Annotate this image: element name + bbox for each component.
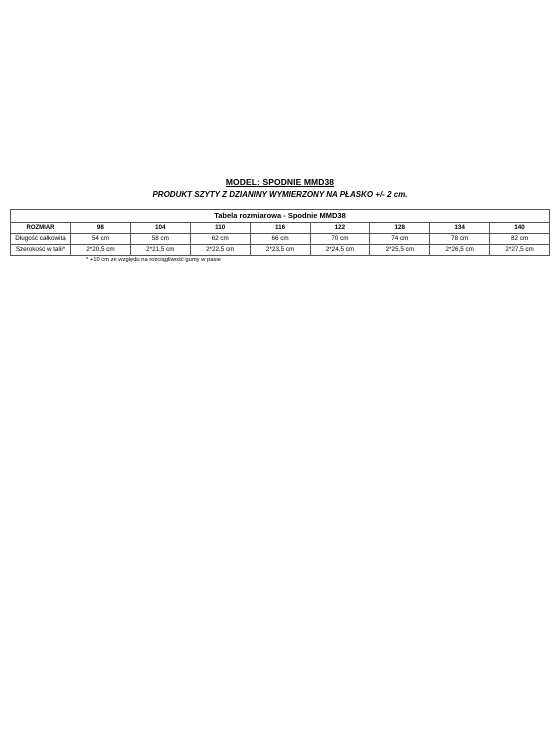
table-cell: 2*22,5 cm [190, 245, 250, 256]
table-cell: 2*26,5 cm [430, 245, 490, 256]
table-row [11, 245, 550, 256]
table-cell: 2*23,5 cm [250, 245, 310, 256]
table-cell: 62 cm [190, 234, 250, 245]
table-cell: 70 cm [310, 234, 370, 245]
row-label: Długość całkowita [11, 234, 71, 245]
model-title: MODEL: SPODNIE MMD38 [225, 177, 335, 187]
table-cell: 54 cm [71, 234, 131, 245]
table-cell: 78 cm [430, 234, 490, 245]
table-header-row [11, 223, 550, 234]
table-cell: 58 cm [130, 234, 190, 245]
table-cell: 2*20,5 cm [71, 245, 131, 256]
table-cell: 66 cm [250, 234, 310, 245]
column-header: 98 [71, 223, 131, 234]
size-table [10, 209, 550, 256]
column-header: 122 [310, 223, 370, 234]
table-caption: Tabela rozmiarowa - Spodnie MMD38 [11, 210, 550, 223]
product-note: PRODUKT SZYTY Z DZIANINY WYMIERZONY NA PŁASKO +/- 2 cm. [152, 190, 408, 199]
table-row [11, 234, 550, 245]
column-header: 140 [490, 223, 550, 234]
column-header: 110 [190, 223, 250, 234]
footnote: * +10 cm ze względu na rozciągliwość gumy w pasie [86, 257, 221, 263]
row-label: Szerokość w talii* [11, 245, 71, 256]
table-cell: 74 cm [370, 234, 430, 245]
column-header: 116 [250, 223, 310, 234]
column-header: 128 [370, 223, 430, 234]
table-cell: 2*24,5 cm [310, 245, 370, 256]
table-cell: 82 cm [490, 234, 550, 245]
column-header: 134 [430, 223, 490, 234]
table-cell: 2*27,5 cm [490, 245, 550, 256]
table-cell: 2*25,5 cm [370, 245, 430, 256]
column-header: ROZMIAR [11, 223, 71, 234]
table-caption-row [11, 210, 550, 223]
table-cell: 2*21,5 cm [130, 245, 190, 256]
column-header: 104 [130, 223, 190, 234]
